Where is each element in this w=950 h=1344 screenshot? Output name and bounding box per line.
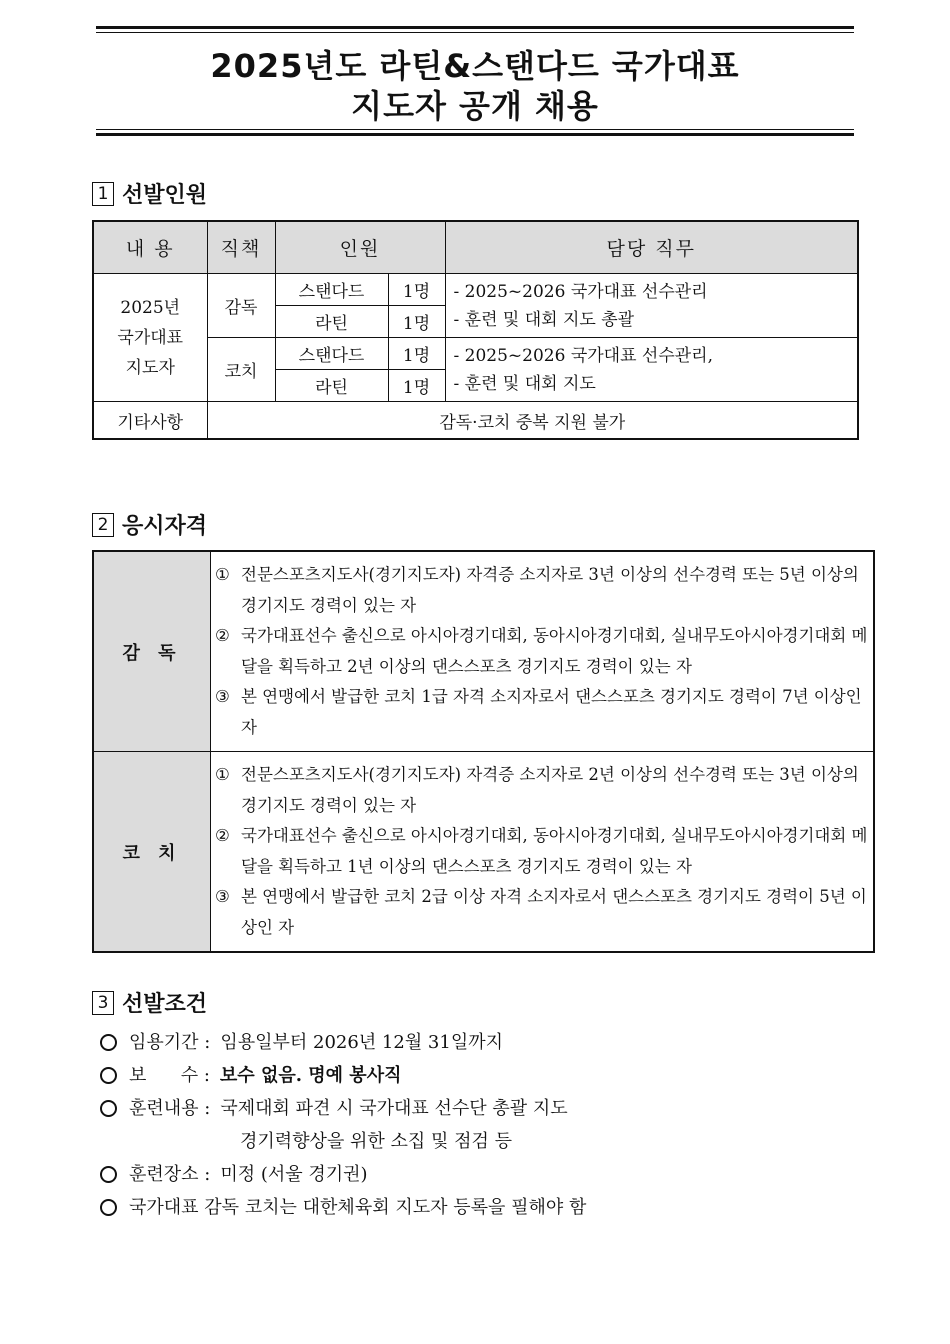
list-text: 국가대표선수 출신으로 아시아경기대회, 동아시아경기대회, 실내무도아시아경기대회 메달을 획득하고 1년 이상의 댄스스포츠 경기지도 경력이 있는 자 [241, 826, 868, 876]
circle-bullet-icon [100, 1100, 117, 1117]
count-cell: 1명 [388, 306, 445, 338]
section3-title: 선발조건 [122, 992, 208, 1017]
list-item [215, 760, 871, 821]
list-text: 국가대표선수 출신으로 아시아경기대회, 동아시아경기대회, 실내무도아시아경기대회 메달을 획득하고 2년 이상의 댄스스포츠 경기지도 경력이 있는 자 [241, 626, 868, 676]
duty-line: - 훈련 및 대회 지도 총괄 [453, 309, 635, 330]
page-title-line2: 지도자 공개 채용 [351, 87, 599, 125]
header-content: 내 용 [93, 221, 207, 274]
condition-item-continued [240, 1127, 512, 1153]
duty-line: - 훈련 및 대회 지도 [453, 373, 596, 394]
list-mark: ② [215, 626, 230, 645]
circle-bullet-icon [100, 1034, 117, 1051]
section1-heading [92, 178, 207, 209]
condition-value: 경기력향상을 위한 소집 및 점검 등 [240, 1131, 513, 1152]
list-text: 본 연맹에서 발급한 코치 1급 자격 소지자로서 댄스스포츠 경기지도 경력이 7년 이상인 자 [241, 687, 862, 737]
condition-label: 훈련장소 : [129, 1164, 211, 1185]
header-position: 직책 [207, 221, 275, 274]
category-cell: 라틴 [275, 306, 388, 338]
header-duty: 담당 직무 [445, 221, 858, 274]
qualification-table [92, 550, 875, 953]
circle-bullet-icon [100, 1067, 117, 1084]
list-mark: ② [215, 826, 230, 845]
category-cell: 스탠다드 [275, 274, 388, 306]
section1-number: 1 [92, 182, 114, 206]
table-row [93, 402, 858, 440]
condition-label: 임용기간 : [129, 1032, 211, 1053]
condition-item [100, 1028, 503, 1054]
circle-bullet-icon [100, 1199, 117, 1216]
duty-line: - 2025~2026 국가대표 선수관리, [453, 345, 714, 366]
count-cell: 1명 [388, 338, 445, 370]
group-label: 2025년 국가대표 지도자 [93, 274, 207, 402]
role-coach: 코치 [207, 338, 275, 402]
section3-heading [92, 987, 207, 1018]
duty-cell-director [445, 274, 858, 338]
etc-value: 감독·코치 중복 지원 불가 [207, 402, 858, 440]
qualification-label-director: 감 독 [93, 551, 211, 752]
table-row [93, 338, 858, 370]
list-text: 본 연맹에서 발급한 코치 2급 이상 자격 소지자로서 댄스스포츠 경기지도 경력이 5년 이상인 자 [241, 887, 867, 937]
list-item [215, 682, 871, 743]
list-text: 전문스포츠지도사(경기지도자) 자격증 소지자로 2년 이상의 선수경력 또는 3년 이상의 경기지도 경력이 있는 자 [241, 765, 859, 815]
header-count: 인원 [275, 221, 445, 274]
section2-number: 2 [92, 513, 114, 537]
list-mark: ③ [215, 687, 230, 706]
section1-title: 선발인원 [122, 183, 208, 208]
condition-value: 국제대회 파견 시 국가대표 선수단 총괄 지도 [220, 1098, 568, 1119]
list-mark: ③ [215, 887, 230, 906]
list-text: 전문스포츠지도사(경기지도자) 자격증 소지자로 3년 이상의 선수경력 또는 5년 이상의 경기지도 경력이 있는 자 [241, 565, 859, 615]
category-cell: 스탠다드 [275, 338, 388, 370]
title-box [96, 26, 854, 136]
list-mark: ① [215, 565, 230, 584]
condition-label: 보 수 : [129, 1065, 210, 1086]
duty-cell-coach [445, 338, 858, 402]
list-item [215, 621, 871, 682]
table-row [93, 752, 874, 953]
selection-table [92, 220, 859, 440]
condition-value: 보수 없음. 명예 봉사직 [219, 1065, 402, 1086]
list-mark: ① [215, 765, 230, 784]
condition-item [100, 1061, 401, 1087]
list-item [215, 882, 871, 943]
qualification-body-director [211, 551, 875, 752]
role-director: 감독 [207, 274, 275, 338]
category-cell: 라틴 [275, 370, 388, 402]
section3-number: 3 [92, 991, 114, 1015]
count-cell: 1명 [388, 274, 445, 306]
qualification-body-coach [211, 752, 875, 953]
section2-heading [92, 509, 207, 540]
count-cell: 1명 [388, 370, 445, 402]
duty-line: - 2025~2026 국가대표 선수관리 [453, 281, 708, 302]
table-row [93, 551, 874, 752]
condition-value: 국가대표 감독 코치는 대한체육회 지도자 등록을 필해야 함 [129, 1197, 587, 1218]
qualification-label-coach: 코 치 [93, 752, 211, 953]
condition-item [100, 1160, 368, 1186]
condition-item [100, 1094, 568, 1120]
condition-label: 훈련내용 : [129, 1098, 211, 1119]
etc-label: 기타사항 [93, 402, 207, 440]
table-header-row [93, 221, 858, 274]
section2-title: 응시자격 [122, 514, 208, 539]
circle-bullet-icon [100, 1166, 117, 1183]
list-item [215, 821, 871, 882]
condition-value: 임용일부터 2026년 12월 31일까지 [220, 1032, 504, 1053]
page-title-line1: 2025년도 라틴&스탠다드 국가대표 [210, 47, 740, 85]
condition-value: 미정 (서울 경기권) [220, 1164, 368, 1185]
condition-item [100, 1193, 586, 1219]
list-item [215, 560, 871, 621]
table-row [93, 274, 858, 306]
